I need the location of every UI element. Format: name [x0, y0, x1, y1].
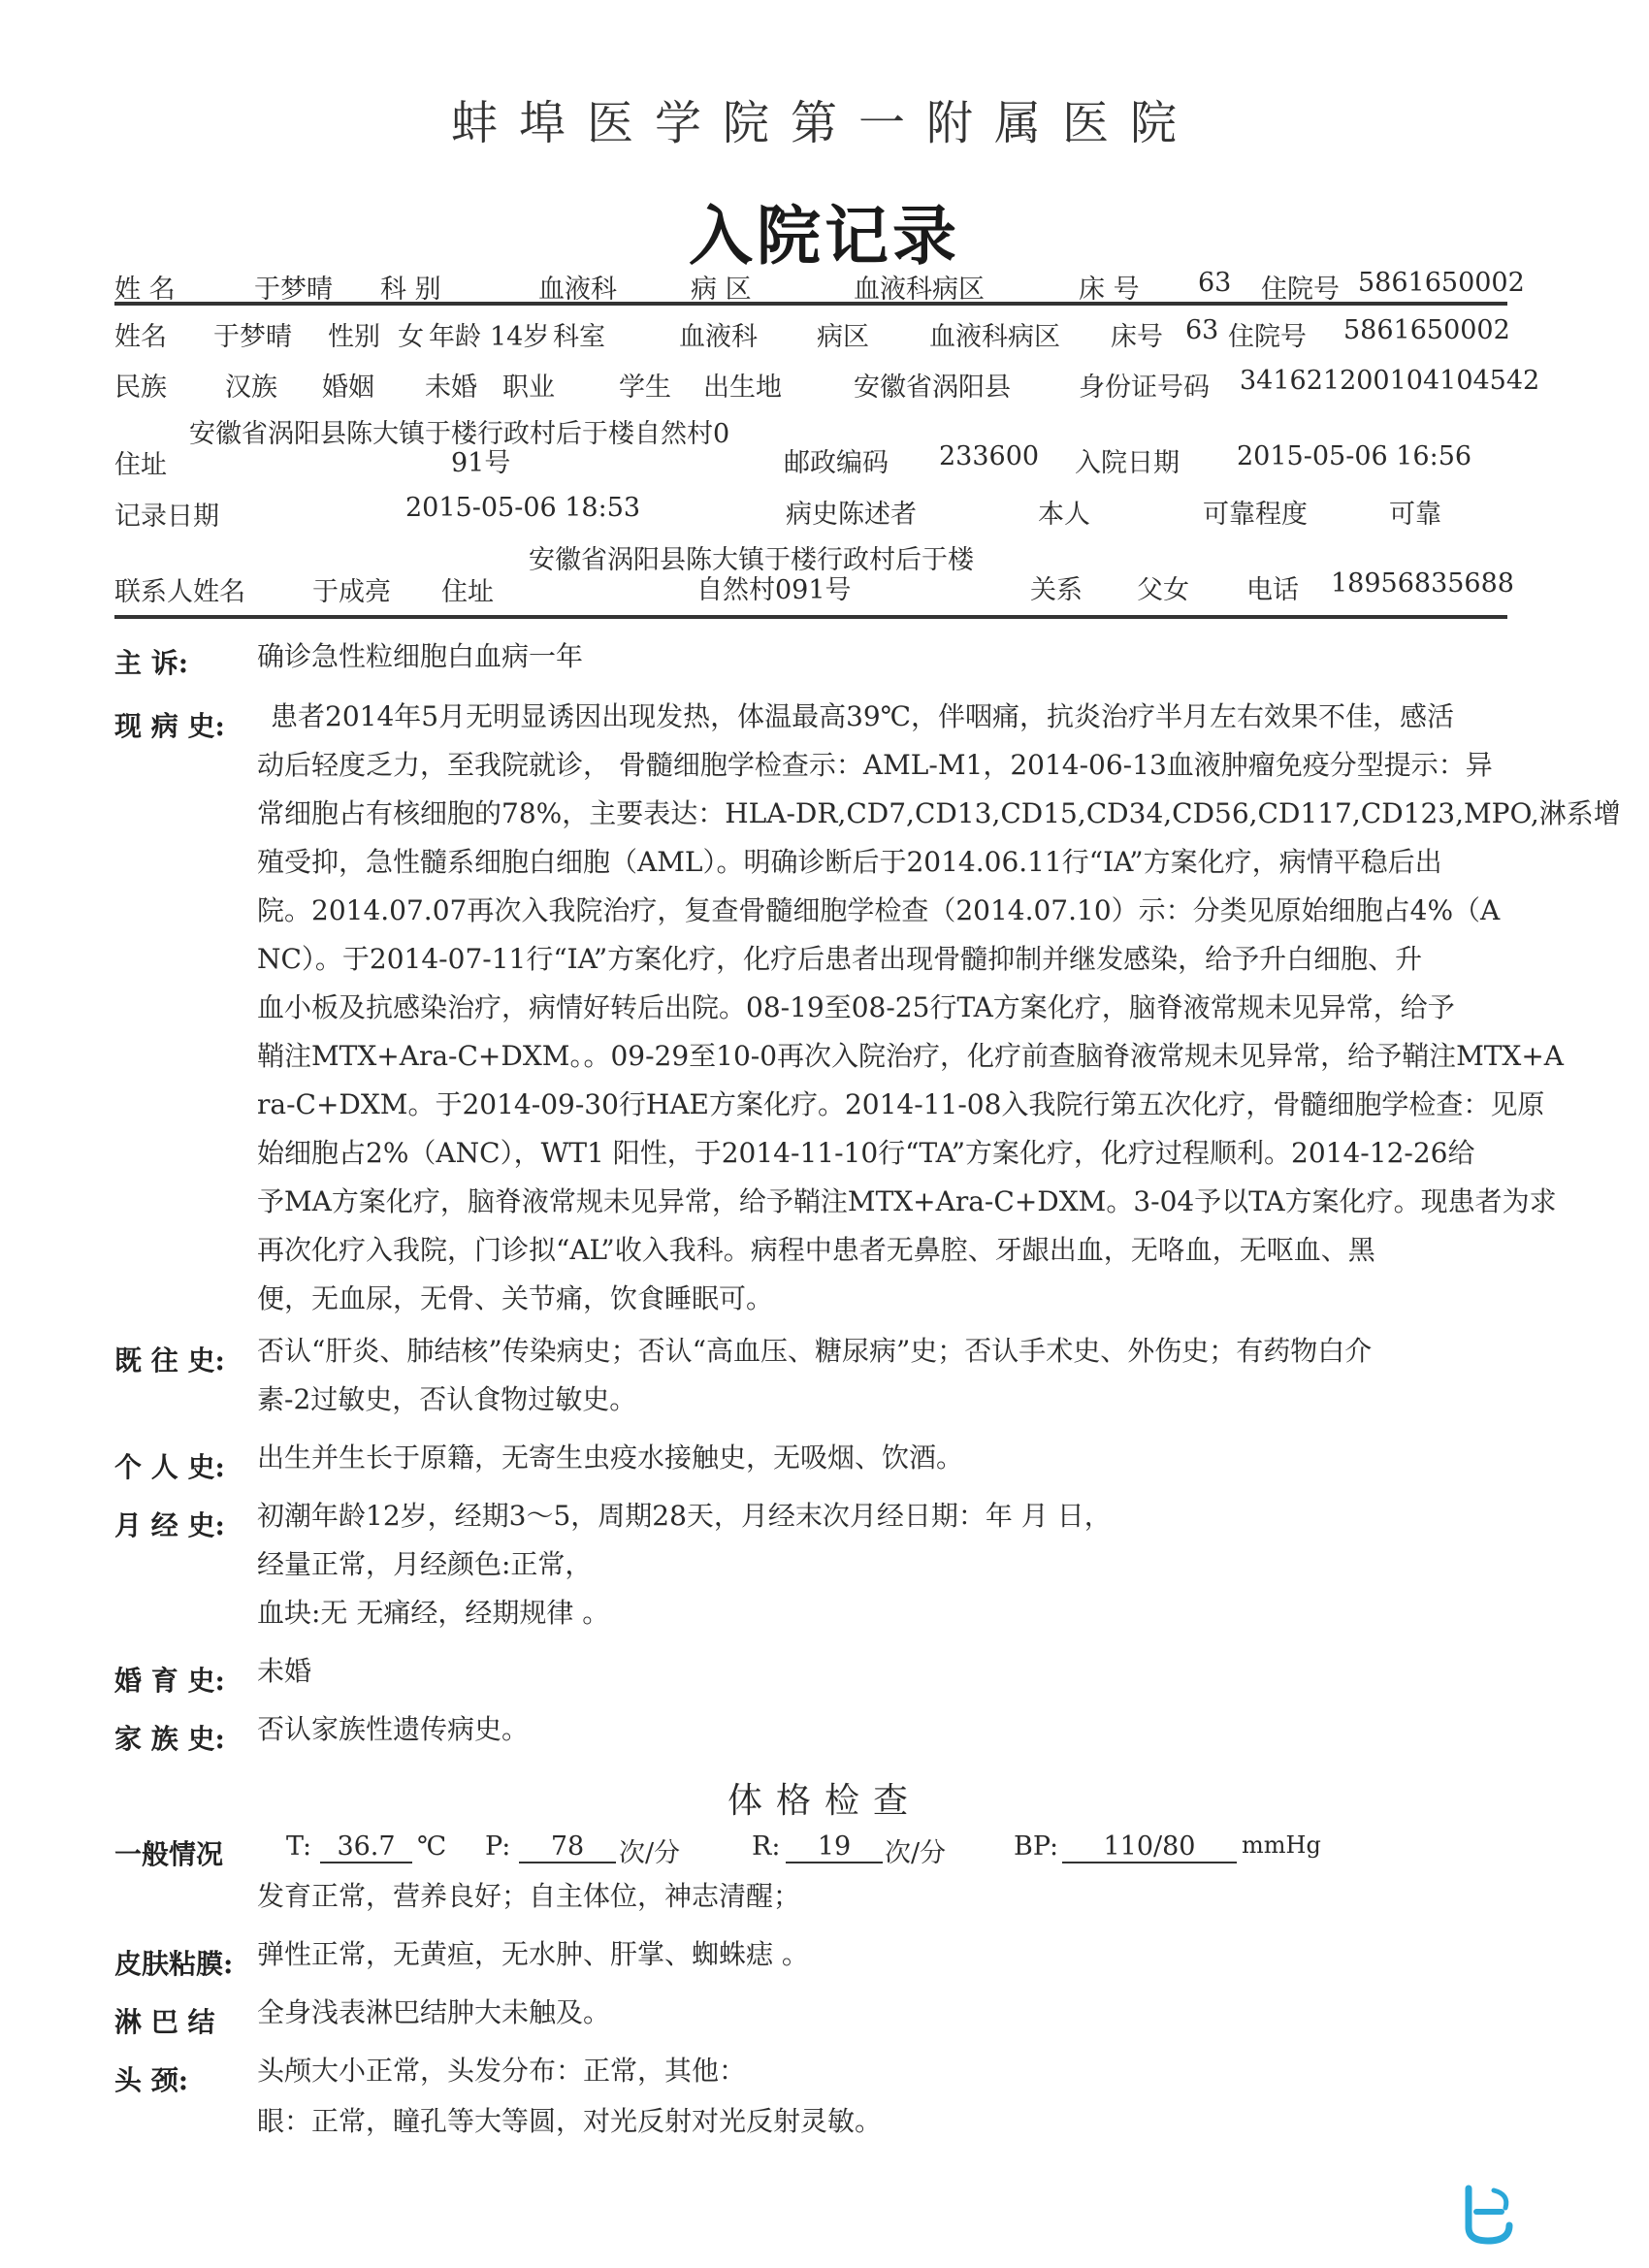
present-line: 鞘注MTX+Ara-C+DXM。。09-29至10-0再次入院治疗，化疗前查脑脊液常规未见异常，给予鞘注MTX+A: [257, 1040, 1565, 1072]
adm-date-label: 入院日期: [1075, 448, 1180, 478]
marital-history-label: 婚 育 史:: [114, 1665, 225, 1697]
temp-value: 36.7: [320, 1831, 412, 1863]
temp-label: T:: [286, 1831, 312, 1862]
present-line: 院。2014.07.07再次入我院治疗，复查骨髓细胞学检查（2014.07.10）示：分类见原始细胞占4%（A: [257, 894, 1501, 926]
lymph-text: 全身浅表淋巴结肿大未触及。: [257, 1996, 611, 2028]
ward-value: 血液科病区: [929, 322, 1060, 352]
address-line-1: 安徽省涡阳县陈大镇于楼行政村后于楼自然村0: [189, 419, 730, 449]
present-line: 患者2014年5月无明显诱因出现发热，体温最高39℃，伴咽痛，抗炎治疗半月左右效果不佳，感活: [271, 700, 1455, 732]
watermark-logo-icon: [1455, 2183, 1523, 2251]
bp-unit: mmHg: [1242, 1831, 1321, 1859]
resp-value: 19: [786, 1831, 883, 1863]
marriage-value: 未婚: [425, 373, 477, 403]
general-condition-label: 一般情况: [114, 1838, 224, 1870]
present-line: ra-C+DXM。于2014-09-30行HAE方案化疗。2014-11-08入我院行第五次化疗，骨髓细胞学检查：见原: [257, 1088, 1545, 1120]
contact-name-label: 联系人姓名: [114, 577, 245, 607]
ethnic-value: 汉族: [225, 373, 277, 403]
family-history-text: 否认家族性遗传病史。: [257, 1713, 530, 1745]
bp-label: BP:: [1014, 1831, 1059, 1862]
narrator-value: 本人: [1038, 500, 1090, 530]
sex-label: 性别: [328, 322, 380, 352]
pulse-label: P:: [485, 1831, 511, 1862]
reliability-label: 可靠程度: [1203, 500, 1308, 530]
marriage-label: 婚姻: [322, 373, 374, 403]
personal-history-label: 个 人 史:: [114, 1451, 225, 1483]
present-illness-label: 现 病 史:: [114, 710, 225, 742]
eye-text: 眼：正常，瞳孔等大等圆，对光反射对光反射灵敏。: [257, 2105, 883, 2137]
personal-history-text: 出生并生长于原籍，无寄生虫疫水接触史，无吸烟、饮酒。: [257, 1442, 964, 1474]
header-dept: 血液科: [538, 275, 617, 305]
bed-value: 63: [1185, 315, 1219, 345]
ethnic-label: 民族: [114, 373, 167, 403]
relation-value: 父女: [1137, 575, 1189, 605]
header-ward: 血液科病区: [854, 275, 985, 305]
present-line: 予MA方案化疗，脑脊液常规未见异常，给予鞘注MTX+Ara-C+DXM。3-04予以TA方案化疗。现患者为求: [257, 1185, 1557, 1217]
present-line: 殖受抑，急性髓系细胞白细胞（AML）。明确诊断后于2014.06.11行“IA”方案化疗，病情平稳后出: [257, 846, 1442, 878]
present-line: 血小板及抗感染治疗，病情好转后出院。08-19至08-25行TA方案化疗，脑脊液常规未见异常，给予: [257, 991, 1455, 1023]
zip-value: 233600: [939, 441, 1040, 471]
pulse-unit: 次/分: [619, 1838, 681, 1868]
age-value: 14岁: [490, 322, 550, 352]
head-neck-text: 头颅大小正常，头发分布：正常，其他：: [257, 2055, 747, 2087]
header-adm-no-label: 住院号: [1261, 275, 1340, 305]
birthplace-value: 安徽省涡阳县: [854, 373, 1011, 403]
id-value: 341621200104104542: [1240, 366, 1540, 396]
menses-line: 初潮年龄12岁，经期3～5，周期28天，月经末次月经日期：年 月 日，: [257, 1500, 1112, 1532]
adm-date-value: 2015-05-06 16:56: [1237, 441, 1472, 471]
header-adm-no: 5861650002: [1358, 268, 1525, 298]
menses-line: 血块:无 无痛经，经期规律 。: [257, 1597, 610, 1629]
header-dept-label: 科 别: [380, 275, 441, 305]
address-line-2: 91号: [451, 448, 511, 478]
present-line: 动后轻度乏力，至我院就诊， 骨髓细胞学检查示：AML-M1，2014-06-13血液肿瘤免疫分型提示：异: [257, 749, 1493, 781]
present-line: 便，无血尿，无骨、关节痛，饮食睡眠可。: [257, 1282, 774, 1314]
hospital-name: 蚌埠医学院第一附属医院: [450, 96, 1198, 150]
contact-name-value: 于成亮: [312, 577, 391, 607]
menstrual-history-label: 月 经 史:: [114, 1509, 225, 1541]
marital-history-text: 未婚: [257, 1655, 312, 1687]
document-title: 入院记录: [689, 199, 960, 274]
past-line: 否认“肝炎、肺结核”传染病史；否认“高血压、糖尿病”史；否认手术史、外伤史；有药物白介: [257, 1335, 1373, 1367]
room-label: 科室: [553, 322, 605, 352]
adm-no-label: 住院号: [1228, 322, 1307, 352]
past-line: 素-2过敏史，否认食物过敏史。: [257, 1383, 637, 1415]
general-condition-text: 发育正常，营养良好；自主体位，神志清醒；: [257, 1880, 801, 1912]
chief-complaint-label: 主 诉:: [114, 647, 189, 679]
phone-label: 电话: [1246, 575, 1299, 605]
past-history-text: [257, 1327, 1508, 1424]
record-date-value: 2015-05-06 18:53: [405, 493, 641, 523]
menses-line: 经量正常，月经颜色:正常，: [257, 1548, 593, 1580]
present-line: 始细胞占2%（ANC），WT1 阳性，于2014-11-10行“TA”方案化疗，化疗过程顺利。2014-12-26给: [257, 1137, 1475, 1169]
job-label: 职业: [502, 373, 555, 403]
family-history-label: 家 族 史:: [114, 1723, 225, 1755]
present-line: 常细胞占有核细胞的78%，主要表达：HLA-DR,CD7,CD13,CD15,CD34,CD56,CD117,CD123,MPO,淋系增: [257, 797, 1621, 829]
header-rule: [114, 302, 1507, 306]
birthplace-label: 出生地: [703, 373, 782, 403]
sex-value: 女: [398, 322, 424, 352]
name-label: 姓名: [114, 322, 167, 352]
relation-label: 关系: [1030, 575, 1083, 605]
reliability-value: 可靠: [1389, 500, 1441, 530]
phone-value: 18956835688: [1331, 568, 1514, 599]
header-bed: 63: [1198, 268, 1232, 298]
present-line: NC）。于2014-07-11行“IA”方案化疗，化疗后患者出现骨髓抑制并继发感染，给予升白细胞、升: [257, 943, 1423, 975]
resp-unit: 次/分: [885, 1838, 947, 1868]
bed-label: 床号: [1111, 322, 1163, 352]
address-label: 住址: [114, 450, 167, 480]
header-name: 于梦晴: [254, 275, 333, 305]
skin-label: 皮肤粘膜:: [114, 1948, 234, 1980]
header-ward-label: 病 区: [691, 275, 752, 305]
bp-value: 110/80: [1062, 1831, 1237, 1863]
pulse-value: 78: [519, 1831, 616, 1863]
lymph-label: 淋 巴 结: [114, 2006, 215, 2038]
past-history-label: 既 往 史:: [114, 1345, 225, 1377]
narrator-label: 病史陈述者: [786, 500, 917, 530]
skin-text: 弹性正常，无黄疸，无水肿、肝掌、蜘蛛痣 。: [257, 1938, 809, 1970]
physical-exam-title: 体格检查: [727, 1781, 922, 1821]
record-date-label: 记录日期: [114, 502, 219, 532]
room-value: 血液科: [679, 322, 758, 352]
temp-unit: ℃: [417, 1831, 447, 1862]
chief-complaint-text: 确诊急性粒细胞白血病一年: [257, 640, 584, 672]
ward-label: 病区: [817, 322, 869, 352]
contact-address-line-2: 自然村091号: [696, 575, 852, 605]
age-label: 年龄: [429, 322, 481, 352]
menstrual-history-text: [257, 1492, 1508, 1637]
info-rule: [114, 615, 1507, 619]
head-neck-label: 头 颈:: [114, 2064, 189, 2096]
contact-address-label: 住址: [441, 577, 494, 607]
zip-label: 邮政编码: [784, 448, 889, 478]
patient-name: 于梦晴: [213, 322, 292, 352]
header-name-label: 姓 名: [114, 275, 176, 305]
resp-label: R:: [752, 1831, 781, 1862]
id-label: 身份证号码: [1079, 373, 1210, 403]
present-line: 再次化疗入我院，门诊拟“AL”收入我科。病程中患者无鼻腔、牙龈出血，无咯血，无呕血、黑: [257, 1234, 1375, 1266]
header-bed-label: 床 号: [1079, 275, 1140, 305]
present-illness-text: [257, 693, 1621, 1323]
adm-no-value: 5861650002: [1343, 315, 1510, 345]
job-value: 学生: [619, 373, 671, 403]
contact-address-line-1: 安徽省涡阳县陈大镇于楼行政村后于楼: [529, 545, 974, 575]
